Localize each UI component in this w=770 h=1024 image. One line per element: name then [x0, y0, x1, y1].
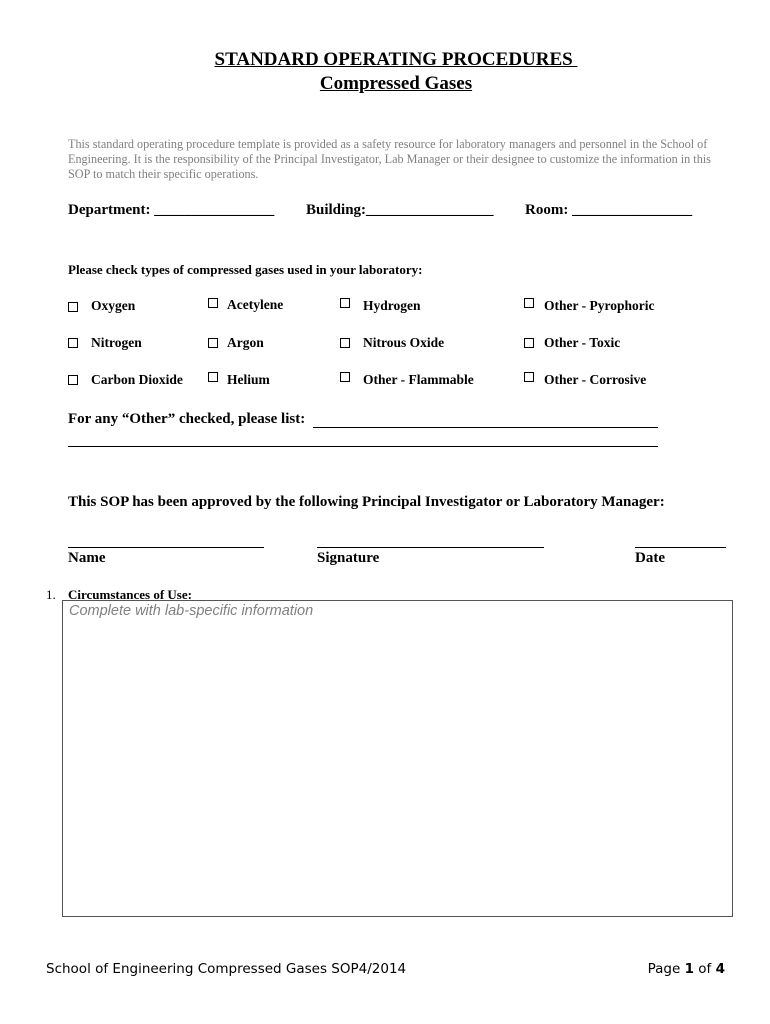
gas-label-carbon-dioxide: Carbon Dioxide	[91, 372, 183, 387]
gas-label-nitrogen: Nitrogen	[91, 335, 142, 350]
other-flammable-checkbox[interactable]	[340, 372, 350, 382]
other-gases-input-line-1[interactable]	[313, 427, 658, 428]
gas-checklist-prompt: Please check types of compressed gases used in your laboratory:	[68, 262, 423, 277]
room-field[interactable]: Room: ________________	[525, 202, 693, 218]
page-current: 1	[684, 961, 694, 977]
oxygen-checkbox[interactable]	[68, 302, 78, 312]
gas-label-other-toxic: Other - Toxic	[544, 335, 621, 350]
page-of: of	[693, 961, 716, 977]
gas-label-other-flammable: Other - Flammable	[363, 372, 474, 387]
helium-checkbox[interactable]	[208, 372, 218, 382]
gas-label-other-pyrophoric: Other - Pyrophoric	[544, 298, 655, 313]
intro-paragraph: This standard operating procedure template is provided as a safety resource for laboratory managers and personnel in the School of Engineering. It is the responsibility of the Principal Investigator, Lab Manager or their designee to customize the information in this SOP to match their specific operations.	[68, 137, 711, 181]
signature-line[interactable]	[317, 547, 544, 548]
gas-label-hydrogen: Hydrogen	[363, 298, 421, 313]
nitrous-oxide-checkbox[interactable]	[340, 338, 350, 348]
other-pyrophoric-checkbox[interactable]	[524, 298, 534, 308]
acetylene-checkbox[interactable]	[208, 298, 218, 308]
page-subtitle: Compressed Gases	[319, 73, 473, 94]
circumstances-placeholder[interactable]: Complete with lab-specific information	[69, 603, 314, 619]
argon-checkbox[interactable]	[208, 338, 218, 348]
section-number: 1.	[46, 587, 56, 602]
other-corrosive-checkbox[interactable]	[524, 372, 534, 382]
page-title: STANDARD OPERATING PROCEDURES	[214, 49, 578, 70]
date-label: Date	[635, 550, 665, 566]
name-signature-line[interactable]	[68, 547, 264, 548]
gas-label-other-corrosive: Other - Corrosive	[544, 372, 647, 387]
footer-document-id: School of Engineering Compressed Gases SOP4/2014	[46, 961, 407, 977]
hydrogen-checkbox[interactable]	[340, 298, 350, 308]
circumstances-of-use-textbox[interactable]	[62, 600, 733, 917]
date-line[interactable]	[635, 547, 726, 548]
footer-page-number	[648, 961, 725, 977]
gas-label-helium: Helium	[227, 372, 270, 387]
building-field[interactable]: Building:_________________	[306, 202, 494, 218]
gas-label-nitrous-oxide: Nitrous Oxide	[363, 335, 445, 350]
carbon-dioxide-checkbox[interactable]	[68, 375, 78, 385]
section-title: Circumstances of Use:	[68, 587, 192, 602]
other-gases-input-line-2[interactable]	[68, 446, 658, 447]
gas-label-argon: Argon	[227, 335, 264, 350]
name-label: Name	[68, 550, 106, 566]
nitrogen-checkbox[interactable]	[68, 338, 78, 348]
page-total: 4	[715, 961, 725, 977]
department-field[interactable]: Department: ________________	[68, 202, 275, 218]
page-prefix: Page	[647, 961, 685, 977]
approval-statement: This SOP has been approved by the following Principal Investigator or Laboratory Manager:	[68, 494, 665, 510]
other-toxic-checkbox[interactable]	[524, 338, 534, 348]
other-gases-label: For any “Other” checked, please list:	[68, 411, 306, 427]
gas-label-acetylene: Acetylene	[227, 297, 284, 312]
signature-label: Signature	[317, 550, 380, 566]
gas-label-oxygen: Oxygen	[91, 298, 136, 313]
